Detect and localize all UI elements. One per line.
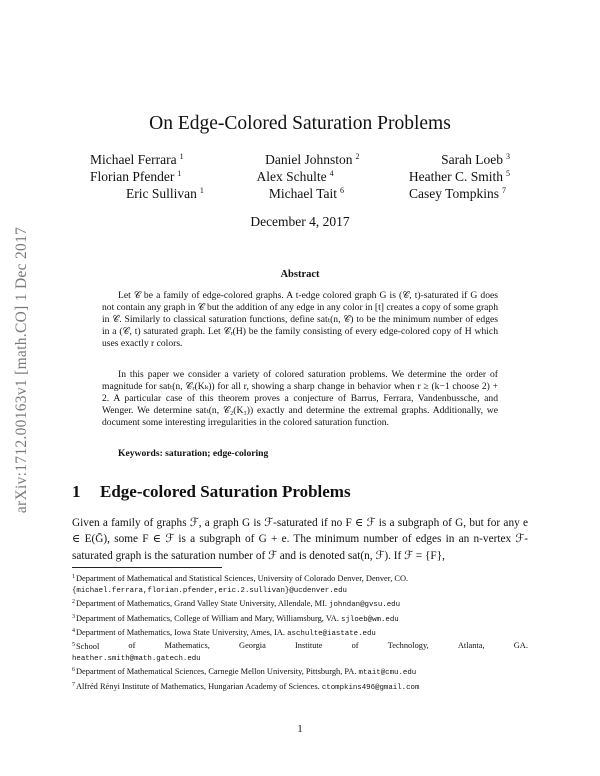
email-link[interactable]: sjloeb@wm.edu — [341, 615, 399, 624]
footnote-rule — [72, 567, 222, 568]
footnote-5: $^5$School of Mathematics, Georgia Institute of Technology, Atlanta, GA. heather.smith@math.gatech.edu — [72, 641, 528, 664]
footnote-7: $^7$Alfréd Rényi Institute of Mathematics, Hungarian Academy of Sciences. ctompkins496@gmail.com — [72, 681, 420, 692]
section-body — [72, 515, 528, 564]
paper-title: On Edge-Colored Saturation Problems — [149, 113, 451, 134]
author-row-2 — [90, 169, 510, 185]
section-paragraph: Given a family of graphs ℱ, a graph G is ℱ-saturated if no F ∈ ℱ is a subgraph of G, but for any e ∈ E(Ḡ), some F ∈ ℱ is a subgraph of G + e. The minimum number of edges in an n-vertex ℱ-saturated graph is the saturation number of ℱ and is denoted sat(n, ℱ). If ℱ = {F}, — [72, 517, 528, 562]
author-row-3 — [126, 186, 506, 202]
author: Michael Tait $^6$ — [268, 186, 345, 201]
author: Heather C. Smith $^5$ — [408, 169, 510, 184]
author: Daniel Johnston $^2$ — [265, 152, 360, 167]
abstract-heading: Abstract — [280, 269, 320, 280]
email-link[interactable]: aschulte@iastate.edu — [287, 629, 376, 638]
author-row-1 — [90, 152, 510, 168]
author: Sarah Loeb $^3$ — [441, 152, 510, 167]
keywords — [118, 448, 268, 459]
email-link[interactable]: {michael.ferrara,florian.pfender,eric.2.sullivan}@ucdenver.edu — [72, 587, 347, 596]
email-link[interactable]: mtait@cmu.edu — [358, 669, 417, 678]
section-title: Edge-colored Saturation Problems — [100, 482, 351, 501]
abstract-paragraph-1: Let 𝒞 be a family of edge-colored graphs. A t-edge colored graph G is (𝒞, t)-saturated if G does not contain any graph in 𝒞 but the addition of any edge in any color in [t] creates a copy of some graph in 𝒞. Similarly to classical saturation functions, define satₜ(n, 𝒞) to be the minimum number of edges in a (𝒞, t) saturated graph. Let 𝒞ᵣ(H) be the family consisting of every edge-colored copy of H which uses exactly r colors. — [102, 290, 498, 350]
section-number: 1 — [72, 482, 81, 501]
abstract-paragraph-2: In this paper we consider a variety of colored saturation problems. We determine the order of magnitude for satₜ(n, 𝒞ᵣ(Kₖ)) for all r, showing a sharp change in behavior when r ≥ (k−1 choose 2) + 2. A particular case of this theorem proves a conjecture of Barrus, Ferrara, Vandenbussche, and Wenger. We determine satₜ(n, 𝒞₂(K₃)) exactly and determine the extremal graphs. Additionally, we document some interesting irregularities in the colored saturation function. — [102, 369, 498, 429]
arxiv-stamp — [12, 180, 32, 560]
footnotes — [72, 572, 528, 694]
footnote-1: $^1$Department of Mathematical and Statistical Sciences, University of Colorado Denver, Denver, CO. {michael.ferrara,florian.pfender,eric.2.sullivan}@ucdenver.edu — [72, 574, 409, 596]
footnote-2: $^2$Department of Mathematics, Grand Valley State University, Allendale, MI. johndan@gvsu.edu — [72, 599, 401, 610]
section-heading — [72, 482, 351, 502]
email-link[interactable]: ctompkins496@gmail.com — [321, 683, 420, 692]
publication-date: December 4, 2017 — [250, 214, 350, 229]
email-link[interactable]: heather.smith@math.gatech.edu — [72, 655, 201, 664]
keywords-value: saturation; edge-coloring — [165, 448, 269, 459]
keywords-label: Keywords: — [118, 448, 163, 459]
author: Alex Schulte $^4$ — [256, 169, 334, 184]
author: Eric Sullivan $^1$ — [126, 186, 204, 201]
author: Casey Tompkins $^7$ — [409, 186, 506, 201]
email-link[interactable]: johndan@gvsu.edu — [329, 601, 401, 610]
author: Michael Ferrara $^1$ — [90, 152, 184, 167]
arxiv-stamp-text: arXiv:1712.00163v1 [math.CO] 1 Dec 2017 — [13, 226, 30, 514]
footnote-6: $^6$Department of Mathematical Sciences, Carnegie Mellon University, Pittsburgh, PA. mtait@cmu.edu — [72, 667, 417, 678]
page-number: 1 — [297, 723, 303, 735]
author: Florian Pfender $^1$ — [90, 169, 182, 184]
footnote-4: $^4$Department of Mathematics, Iowa State University, Ames, IA. aschulte@iastate.edu — [72, 627, 376, 638]
footnote-3: $^3$Department of Mathematics, College of William and Mary, Williamsburg, VA. sjloeb@wm.edu — [72, 613, 399, 624]
